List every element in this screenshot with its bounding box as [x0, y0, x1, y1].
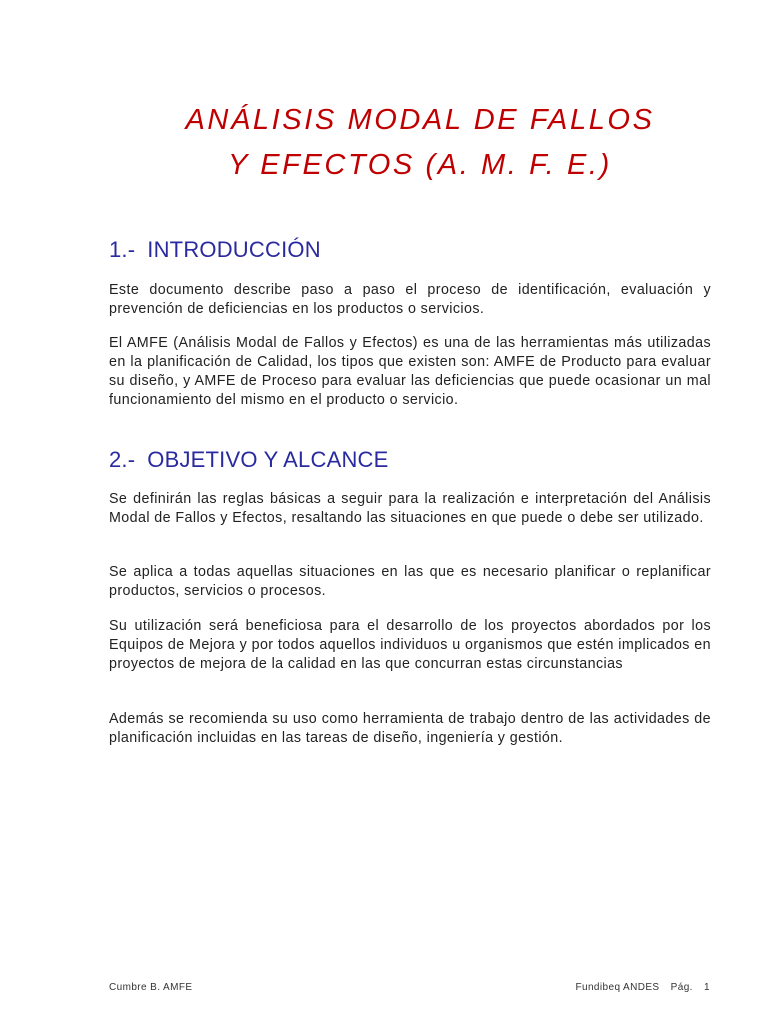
paragraph-objetivo-2: Se aplica a todas aquellas situaciones en las que es necesario planificar o replanificar productos, servicios o procesos. — [109, 564, 711, 599]
section-title: OBJETIVO Y ALCANCE — [147, 447, 389, 472]
paragraph-intro-1: Este documento describe paso a paso el proceso de identificación, evaluación y prevención de deficiencias en los productos o servicios. — [109, 282, 711, 317]
paragraph-objetivo-1: Se definirán las reglas básicas a seguir para la realización e interpretación del Análisis Modal de Fallos y Efectos, resaltando las situaciones en que puede o debe ser utilizado. — [109, 491, 711, 526]
section-heading-objetivo-alcance — [109, 446, 389, 474]
footer-page-number: 1 — [704, 982, 710, 993]
footer-left: Cumbre B. AMFE — [109, 982, 193, 993]
paragraph-intro-2: El AMFE (Análisis Modal de Fallos y Efectos) es una de las herramientas más utilizadas en la planificación de Calidad, los tipos que existen son: AMFE de Producto para evaluar su diseño, y AMFE de Proceso para evaluar las deficiencias que puede ocasionar un mal funcionamiento del mismo en el producto o servicio. — [109, 335, 711, 408]
document-title-line-1: ANÁLISIS MODAL DE FALLOS — [185, 104, 655, 136]
section-title: INTRODUCCIÓN — [147, 237, 321, 262]
section-heading-introduccion — [109, 236, 321, 264]
footer-page-label: Pág. — [670, 982, 693, 993]
footer-organization: Fundibeq ANDES — [575, 982, 660, 993]
section-number: 2.- — [109, 447, 136, 472]
document-title-line-2: Y EFECTOS (A. M. F. E.) — [228, 149, 612, 181]
paragraph-objetivo-3: Su utilización será beneficiosa para el desarrollo de los proyectos abordados por los Equipos de Mejora y por todos aquellos individuos u organismos que estén implicados en proyectos de mejora de la calidad en las que concurran estas circunstancias — [109, 618, 711, 672]
paragraph-objetivo-4: Además se recomienda su uso como herramienta de trabajo dentro de las actividades de planificación incluidas en las tareas de diseño, ingeniería y gestión. — [109, 711, 711, 746]
footer-right — [576, 982, 711, 993]
section-number: 1.- — [109, 237, 136, 262]
